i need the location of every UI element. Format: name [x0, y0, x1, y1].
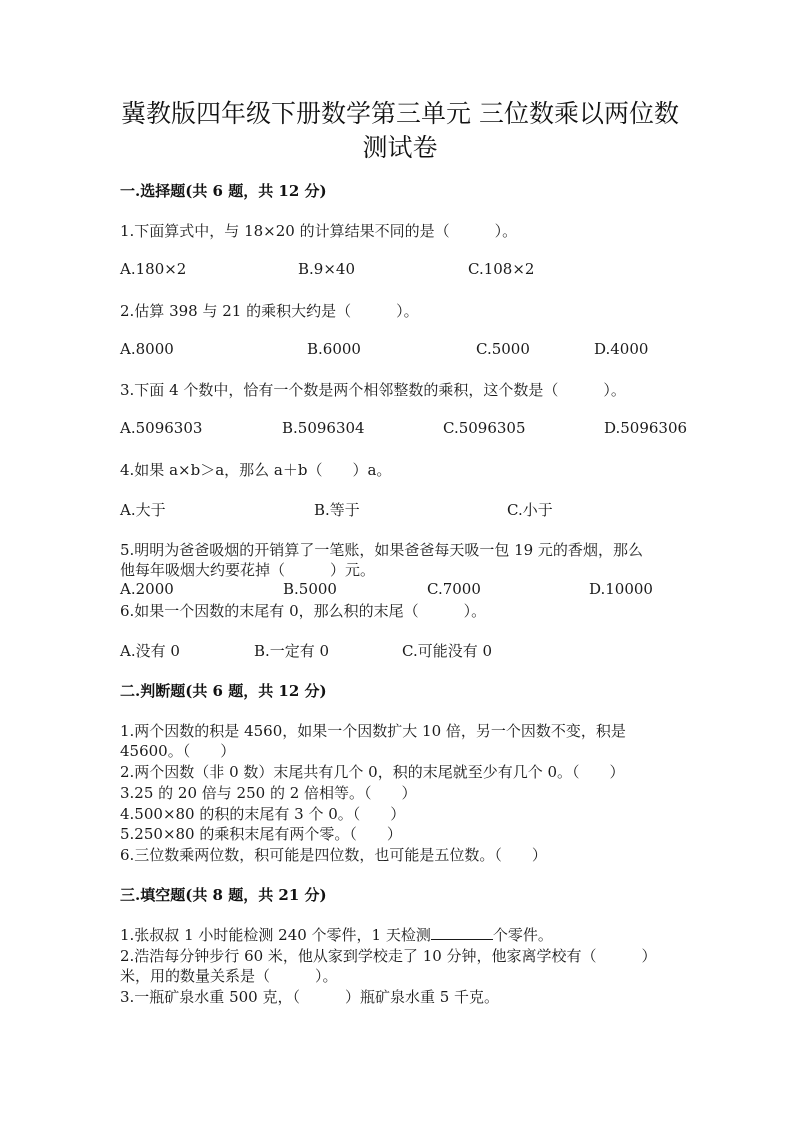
fill-q3: 3.一瓶矿泉水重 500 克，（ ）瓶矿泉水重 5 千克。	[120, 988, 500, 1006]
choice-q1-option-c: C.108×2	[468, 260, 535, 278]
section-heading-judgement: 二.判断题(共 6 题，共 12 分)	[120, 682, 327, 700]
fill-q1-text-before: 1.张叔叔 1 小时能检测 240 个零件，1 天检测	[120, 926, 431, 944]
judgement-q6: 6.三位数乘两位数，积可能是四位数，也可能是五位数。（ ）	[120, 846, 547, 864]
fill-q2-line1: 2.浩浩每分钟步行 60 米，他从家到学校走了 10 分钟，他家离学校有（ ）	[120, 947, 657, 965]
choice-q4-text: 4.如果 a×b＞a，那么 a＋b（ ）a。	[120, 461, 392, 479]
choice-q5-option-c: C.7000	[427, 580, 481, 598]
choice-q4-option-c: C.小于	[507, 501, 553, 519]
page-title-line2: 测试卷	[362, 133, 438, 162]
judgement-q1-line2: 45600。（ ）	[120, 742, 236, 760]
choice-q5-text-line2: 他每年吸烟大约要花掉（ ）元。	[120, 561, 376, 579]
fill-q1-text-after: 个零件。	[492, 926, 553, 944]
section-heading-fill-blank: 三.填空题(共 8 题，共 21 分)	[120, 886, 327, 904]
choice-q5-option-d: D.10000	[589, 580, 653, 598]
choice-q2-option-d: D.4000	[594, 340, 649, 358]
choice-q6-option-c: C.可能没有 0	[402, 642, 493, 660]
fill-q1-answer-blank[interactable]	[431, 925, 493, 940]
choice-q2-text: 2.估算 398 与 21 的乘积大约是（ ）。	[120, 302, 419, 320]
choice-q4-option-a: A.大于	[120, 501, 166, 519]
choice-q4-option-b: B.等于	[314, 501, 360, 519]
choice-q3-option-d: D.5096306	[604, 419, 688, 437]
choice-q1-option-b: B.9×40	[298, 260, 355, 278]
page-title-line1: 冀教版四年级下册数学第三单元 三位数乘以两位数	[121, 99, 679, 128]
choice-q2-option-c: C.5000	[476, 340, 530, 358]
judgement-q3: 3.25 的 20 倍与 250 的 2 倍相等。（ ）	[120, 784, 417, 802]
judgement-q2: 2.两个因数（非 0 数）末尾共有几个 0，积的末尾就至少有几个 0。（ ）	[120, 763, 625, 781]
choice-q6-text: 6.如果一个因数的末尾有 0，那么积的末尾（ ）。	[120, 602, 487, 620]
section-heading-choice: 一.选择题(共 6 题，共 12 分)	[120, 182, 327, 200]
choice-q5-option-a: A.2000	[120, 580, 174, 598]
choice-q5-option-b: B.5000	[283, 580, 337, 598]
choice-q3-option-c: C.5096305	[443, 419, 526, 437]
choice-q2-option-a: A.8000	[120, 340, 174, 358]
choice-q1-text: 1.下面算式中，与 18×20 的计算结果不同的是（ ）。	[120, 222, 518, 240]
fill-q1	[120, 924, 553, 945]
choice-q2-option-b: B.6000	[307, 340, 361, 358]
judgement-q1-line1: 1.两个因数的积是 4560，如果一个因数扩大 10 倍，另一个因数不变，积是	[120, 722, 626, 740]
judgement-q5: 5.250×80 的乘积末尾有两个零。（ ）	[120, 825, 402, 843]
choice-q6-option-b: B.一定有 0	[254, 642, 330, 660]
choice-q3-option-b: B.5096304	[282, 419, 365, 437]
fill-q2-line2: 米，用的数量关系是（ ）。	[120, 967, 338, 985]
judgement-q4: 4.500×80 的积的末尾有 3 个 0。（ ）	[120, 805, 406, 823]
choice-q1-option-a: A.180×2	[120, 260, 187, 278]
choice-q5-text-line1: 5.明明为爸爸吸烟的开销算了一笔账，如果爸爸每天吸一包 19 元的香烟，那么	[120, 541, 643, 559]
choice-q3-text: 3.下面 4 个数中，恰有一个数是两个相邻整数的乘积，这个数是（ ）。	[120, 381, 626, 399]
choice-q3-option-a: A.5096303	[120, 419, 203, 437]
choice-q6-option-a: A.没有 0	[120, 642, 180, 660]
